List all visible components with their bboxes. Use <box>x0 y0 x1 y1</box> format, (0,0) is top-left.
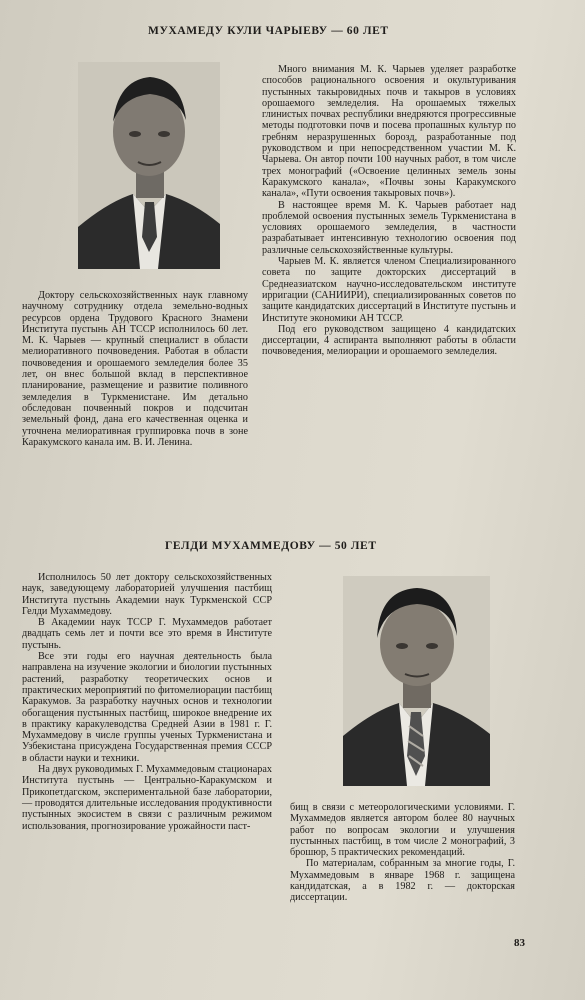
paragraph: Доктору сельскохозяйственных наук главному научному сотруднику отдела земельно-водных ресурсов ордена Трудового Красного Знамени Института пустынь АН ТССР исполнилось 60 лет. М. К. Чарыев — крупный специалист в области мелиоративного почвоведения. Работая в области почвоведения и орошаемого земледелия более 35 лет, он внес большой вклад в перспективное планирование, размещение и развитие поливного земледелия в Туркменистане. Им детально обследован почвенный покров и подсчитан земельный фонд, дана его качественная оценка и уточнена мелиоративная группировка почв в зоне Каракумского канала им. В. И. Ленина. <box>22 290 248 448</box>
paragraph: бищ в связи с метеорологическими условиями. Г. Мухаммедов является автором более 80 научных работ по вопросам экологии и улучшения пустынных пастбищ, в том числе 2 монографий, 3 брошюр, 5 практических рекомендаций. <box>290 802 515 859</box>
article-2-title: ГЕЛДИ МУХАММЕДОВУ — 50 ЛЕТ <box>165 540 377 552</box>
portrait-photo-charyev <box>78 62 220 269</box>
paragraph: Исполнилось 50 лет доктору сельскохозяйственных наук, заведующему лабораторией улучшения пастбищ Института пустынь Академии наук Туркменской ССР Гелди Мухаммедову. <box>22 572 272 617</box>
paragraph: В настоящее время М. К. Чарыев работает над проблемой освоения пустынных земель Туркменистана в условиях орошаемого земледелия, в частности разрабатывает интенсивную технологию освоения под различные сельскохозяйственные культуры. <box>262 199 516 256</box>
paragraph: В Академии наук ТССР Г. Мухаммедов работает двадцать семь лет и почти все это время в Институте пустынь. <box>22 617 272 651</box>
paragraph: Все эти годы его научная деятельность была направлена на изучение экологии и биологии пустынных растений, разработку теоретических основ и практических мероприятий по фитомелиорации пастбищ Каракумов. За разработку научных основ и технологии обогащения пустынных пастбищ, широкое внедрение их в практику каракулеводства Средней Азии в 1981 г. Г. Мухаммедову в числе группы ученых Туркменистана и Узбекистана присуждена Государственная премия СССР в области науки и техники. <box>22 651 272 764</box>
article-1-left-column <box>22 290 248 448</box>
article-2-left-column <box>22 572 272 832</box>
paragraph: На двух руководимых Г. Мухаммедовым стационарах Института пустынь — Центрально-Каракумском и Прикопетдагском, экспериментальной базе лаборатории, — проводятся длительные исследования продуктивности пустынных экосистем в связи с различным режимом использования, прогнозирование урожайности паст- <box>22 764 272 832</box>
page-number: 83 <box>514 937 525 949</box>
paragraph: Много внимания М. К. Чарыев уделяет разработке способов рационального освоения и окультуривания пустынных такыровидных почв и такыров в условиях орошаемого земледелия. На орошаемых тяжелых глинистых почвах республики внедряются прогрессивные методы подготовки почв и посева пропашных культур по гребням неразрушенных борозд, разработанные под руководством и при непосредственном участии М. К. Чарыева. Он автор почти 100 научных работ, в том числе трех монографий («Освоение целинных земель зоны Каракумского канала», «Почвы зоны Каракумского канала», «Пути освоения такыровых почв»). <box>262 64 516 200</box>
article-1-title: МУХАМЕДУ КУЛИ ЧАРЫЕВУ — 60 ЛЕТ <box>148 25 389 37</box>
article-1-right-column <box>262 64 516 358</box>
paragraph: По материалам, собранным за многие годы, Г. Мухаммедовым в январе 1968 г. защищена кандидатская, а в 1982 г. — докторская диссертации. <box>290 858 515 904</box>
paragraph: Чарыев М. К. является членом Специализированного совета по защите докторских диссертаций в Среднеазиатском научно-исследовательском институте ирригации (САНИИРИ), специализированных советов по защите кандидатских диссертаций в Институте пустынь и Институте экономики АН ТССР. <box>262 256 516 324</box>
paragraph: Под его руководством защищено 4 кандидатских диссертации, 4 аспиранта выполняют работы в области почвоведения, мелиорации и орошаемого земледелия. <box>262 323 516 358</box>
article-2-right-column <box>290 802 515 904</box>
portrait-photo-mukhammedov <box>343 576 490 786</box>
